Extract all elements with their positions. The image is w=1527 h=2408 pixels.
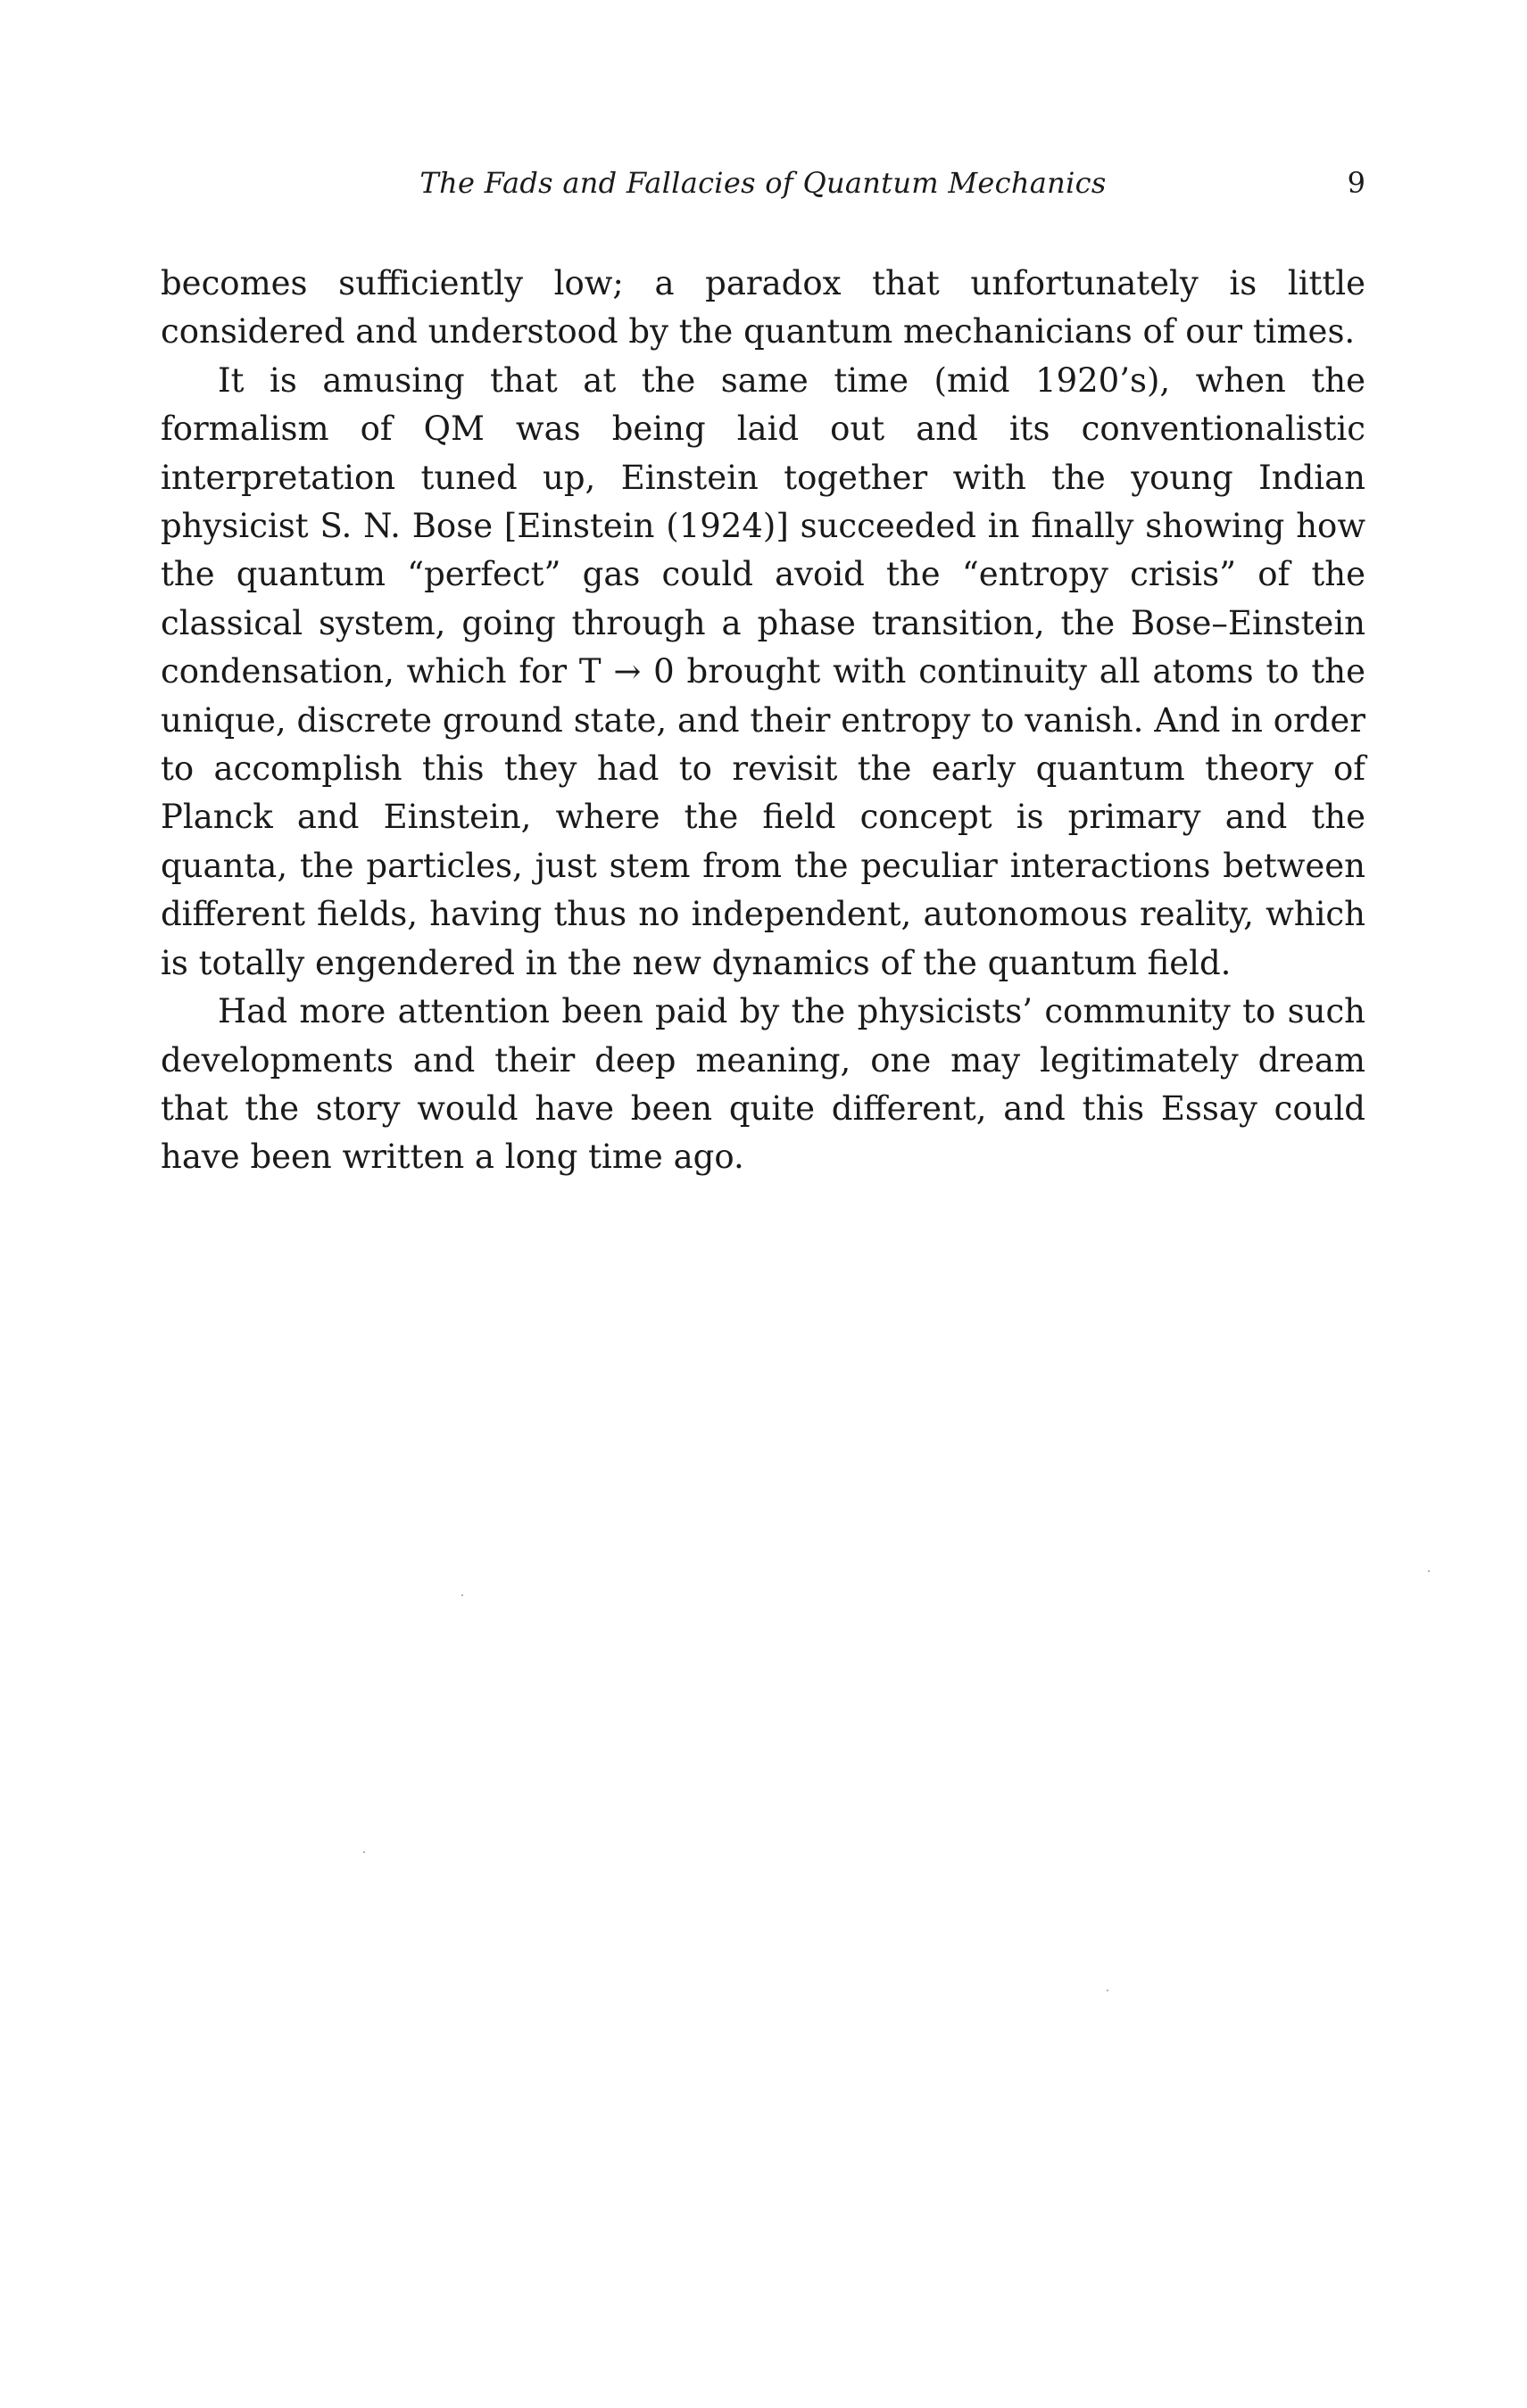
paragraph-bose-einstein: It is amusing that at the same time (mid 1920’s), when the formalism of QM was being laid out and its conventionalistic interpretation tuned up, Einstein together with the young Indian physicist S. N. Bose [Einstein (1924)] succeeded in finally showing how the quantum “perfect” gas could avoid the “entropy crisis” of the classical system, going through a phase transition, the Bose–Einstein condensation, which for T → 0 brought with continuity all atoms to the unique, discrete ground state, and their entropy to vanish. And in order to accomplish this they had to revisit the early quantum theory of Planck and Einstein, where the field concept is primary and the quanta, the particles, just stem from the peculiar interactions between different fields, having thus no independent, autonomous reality, which is totally engendered in the new dynamics of the quantum field. [161, 360, 1365, 982]
running-title: The Fads and Fallacies of Quantum Mechanics [419, 166, 1107, 200]
running-head [161, 161, 1365, 205]
scan-speck [1428, 1570, 1430, 1572]
scan-speck [461, 1594, 463, 1596]
page-number: 9 [1347, 166, 1365, 200]
paragraph-closing: Had more attention been paid by the physicists’ community to such developments and their deep meaning, one may legitimately dream that the story would have been quite different, and this Essay could have been written a long time ago. [161, 992, 1365, 1177]
scan-speck [1107, 1990, 1108, 1991]
paragraph-continuation: becomes sufficiently low; a paradox that unfortunately is little considered and understood by the quantum mechanicians of our times. [161, 264, 1365, 352]
scan-speck [363, 1851, 365, 1853]
body-text [161, 260, 1365, 1182]
